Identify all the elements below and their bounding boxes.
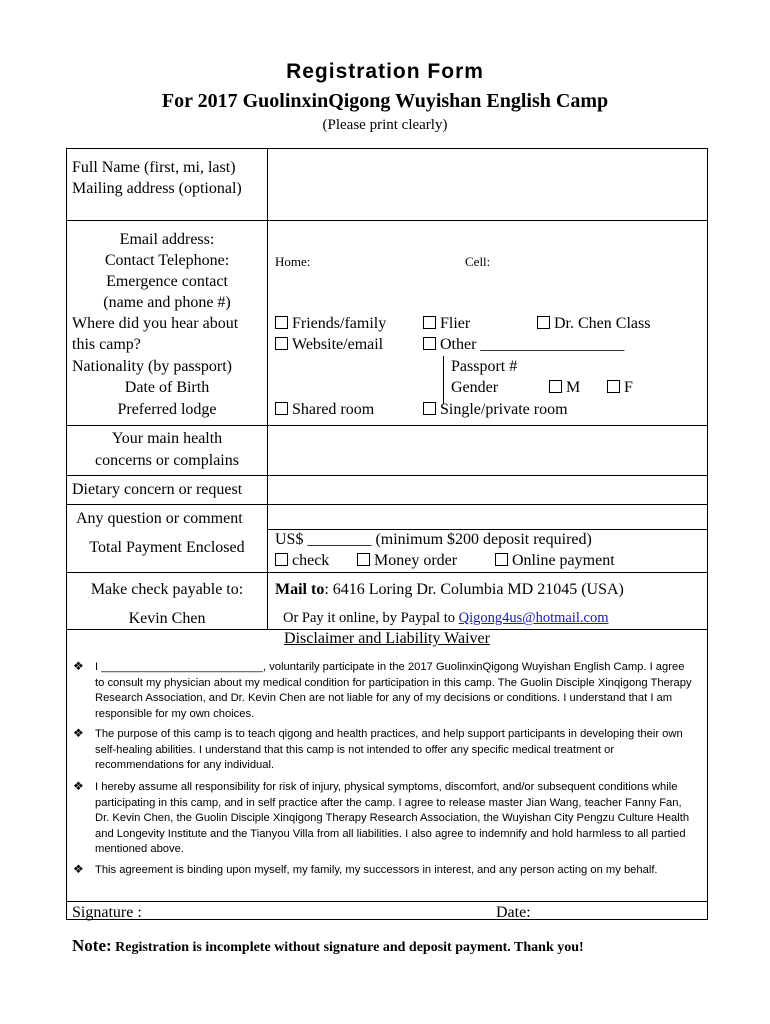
checkbox-icon[interactable] <box>275 316 288 329</box>
hear-about-label-cont: this camp? <box>72 336 141 353</box>
signature-label: Signature : <box>72 904 142 921</box>
cell-phone-label: Cell: <box>465 254 491 269</box>
form-subtitle: For 2017 GuolinxinQigong Wuyishan English Camp <box>161 90 609 112</box>
row-divider <box>67 901 707 902</box>
mail-to-label: Mail to <box>275 581 325 598</box>
gender-option-f[interactable]: F <box>607 377 633 398</box>
check-payable-label: Make check payable to: <box>90 581 244 598</box>
check-payable-name: Kevin Chen <box>128 610 206 627</box>
registration-table <box>66 148 708 920</box>
option-dr-chen-class[interactable]: Dr. Chen Class <box>537 313 650 334</box>
column-divider <box>443 356 444 404</box>
mail-to-line <box>275 579 624 600</box>
paypal-line <box>283 608 608 629</box>
print-instruction: (Please print clearly) <box>322 117 448 133</box>
option-website-email[interactable]: Website/email <box>275 334 383 355</box>
date-label: Date: <box>496 904 531 921</box>
checkbox-icon[interactable] <box>357 553 370 566</box>
waiver-paragraph: The purpose of this camp is to teach qigong and health practices, and help support participants in developing their own self-healing abilities. I understand that this camp is not intended to offer any specific medical treatment or recommendations for any individual. <box>95 728 683 771</box>
diamond-bullet-icon: ❖ <box>73 862 84 876</box>
option-flier[interactable]: Flier <box>423 313 470 334</box>
waiver-title: Disclaimer and Liability Waiver <box>284 630 490 647</box>
row-divider <box>67 475 707 476</box>
checkbox-icon[interactable] <box>423 337 436 350</box>
dietary-label: Dietary concern or request <box>72 481 243 498</box>
column-divider <box>267 149 268 629</box>
mail-to-address: : 6416 Loring Dr. Columbia MD 21045 (USA) <box>324 581 624 598</box>
lodge-label: Preferred lodge <box>117 401 217 418</box>
checkbox-icon[interactable] <box>607 380 620 393</box>
checkbox-icon[interactable] <box>423 316 436 329</box>
paypal-email-link[interactable]: Qigong4us@hotmail.com <box>458 610 609 626</box>
mailing-address-label: Mailing address (optional) <box>72 180 242 197</box>
checkbox-icon[interactable] <box>423 402 436 415</box>
form-title: Registration Form <box>286 60 484 83</box>
gender-option-m[interactable]: M <box>549 377 580 398</box>
checkbox-icon[interactable] <box>495 553 508 566</box>
payment-option-online[interactable]: Online payment <box>495 550 615 571</box>
payment-label: Total Payment Enclosed <box>89 539 245 556</box>
telephone-label: Contact Telephone: <box>104 252 230 269</box>
dob-label: Date of Birth <box>124 379 210 396</box>
note-label: Note: <box>72 936 112 955</box>
question-label: Any question or comment <box>76 510 243 527</box>
diamond-bullet-icon: ❖ <box>73 726 84 740</box>
waiver-paragraph: I __________________________, voluntarily participate in the 2017 GuolinxinQigong Wuyishan English Camp. I agree to consult my physician about my medical condition for participation in this camp. The Guolin Disciple Xinqigong Therapy Research Association, and Dr. Kevin Chen are not liable for any of my decisions or conditions. I understand that I am responsible for my own choices. <box>95 661 692 720</box>
lodge-option-shared[interactable]: Shared room <box>275 399 374 420</box>
payment-amount-line: US$ ________ (minimum $200 deposit required) <box>275 531 592 548</box>
payment-option-money-order[interactable]: Money order <box>357 550 457 571</box>
waiver-paragraph: This agreement is binding upon myself, my family, my successors in interest, and any person acting on my behalf. <box>95 864 658 876</box>
paypal-text: Or Pay it online, by Paypal to <box>283 610 459 626</box>
row-divider <box>67 572 707 573</box>
nationality-label: Nationality (by passport) <box>72 358 232 375</box>
row-divider <box>67 220 707 221</box>
checkbox-icon[interactable] <box>549 380 562 393</box>
health-label: Your main health <box>111 430 223 447</box>
row-divider <box>67 425 707 426</box>
emergence-contact-sublabel: (name and phone #) <box>103 294 231 311</box>
option-friends-family[interactable]: Friends/family <box>275 313 386 334</box>
gender-label: Gender <box>451 379 499 396</box>
diamond-bullet-icon: ❖ <box>73 659 84 673</box>
diamond-bullet-icon: ❖ <box>73 779 84 793</box>
emergence-contact-label: Emergence contact <box>106 273 228 290</box>
waiver-paragraph: I hereby assume all responsibility for risk of injury, physical symptoms, discomfort, and/or subsequent conditions while participating in this camp, and in self practice after the camp. I agree to release master Jian Wang, teacher Fanny Fan, Dr. Kevin Chen, the Guolin Disciple Xinqigong Therapy Research Association, the Wuyishan City Pengzu Culture Health and Longevity Institute and the Tianyou Villa from all liabilities. I also agree to indemnify and hold harmless to all partied mentioned above. <box>95 781 690 855</box>
checkbox-icon[interactable] <box>537 316 550 329</box>
hear-about-label: Where did you hear about <box>72 315 239 332</box>
home-phone-label: Home: <box>275 254 311 269</box>
footer-note <box>72 936 584 956</box>
option-other[interactable]: Other __________________ <box>423 334 624 355</box>
checkbox-icon[interactable] <box>275 553 288 566</box>
payment-option-check[interactable]: check <box>275 550 329 571</box>
passport-label: Passport # <box>451 358 518 375</box>
checkbox-icon[interactable] <box>275 402 288 415</box>
full-name-label: Full Name (first, mi, last) <box>72 159 236 176</box>
health-label-cont: concerns or complains <box>95 452 239 469</box>
note-text: Registration is incomplete without signature and deposit payment. Thank you! <box>111 940 584 955</box>
checkbox-icon[interactable] <box>275 337 288 350</box>
email-label: Email address: <box>119 231 215 248</box>
lodge-option-single[interactable]: Single/private room <box>423 399 568 420</box>
row-divider <box>67 504 707 505</box>
